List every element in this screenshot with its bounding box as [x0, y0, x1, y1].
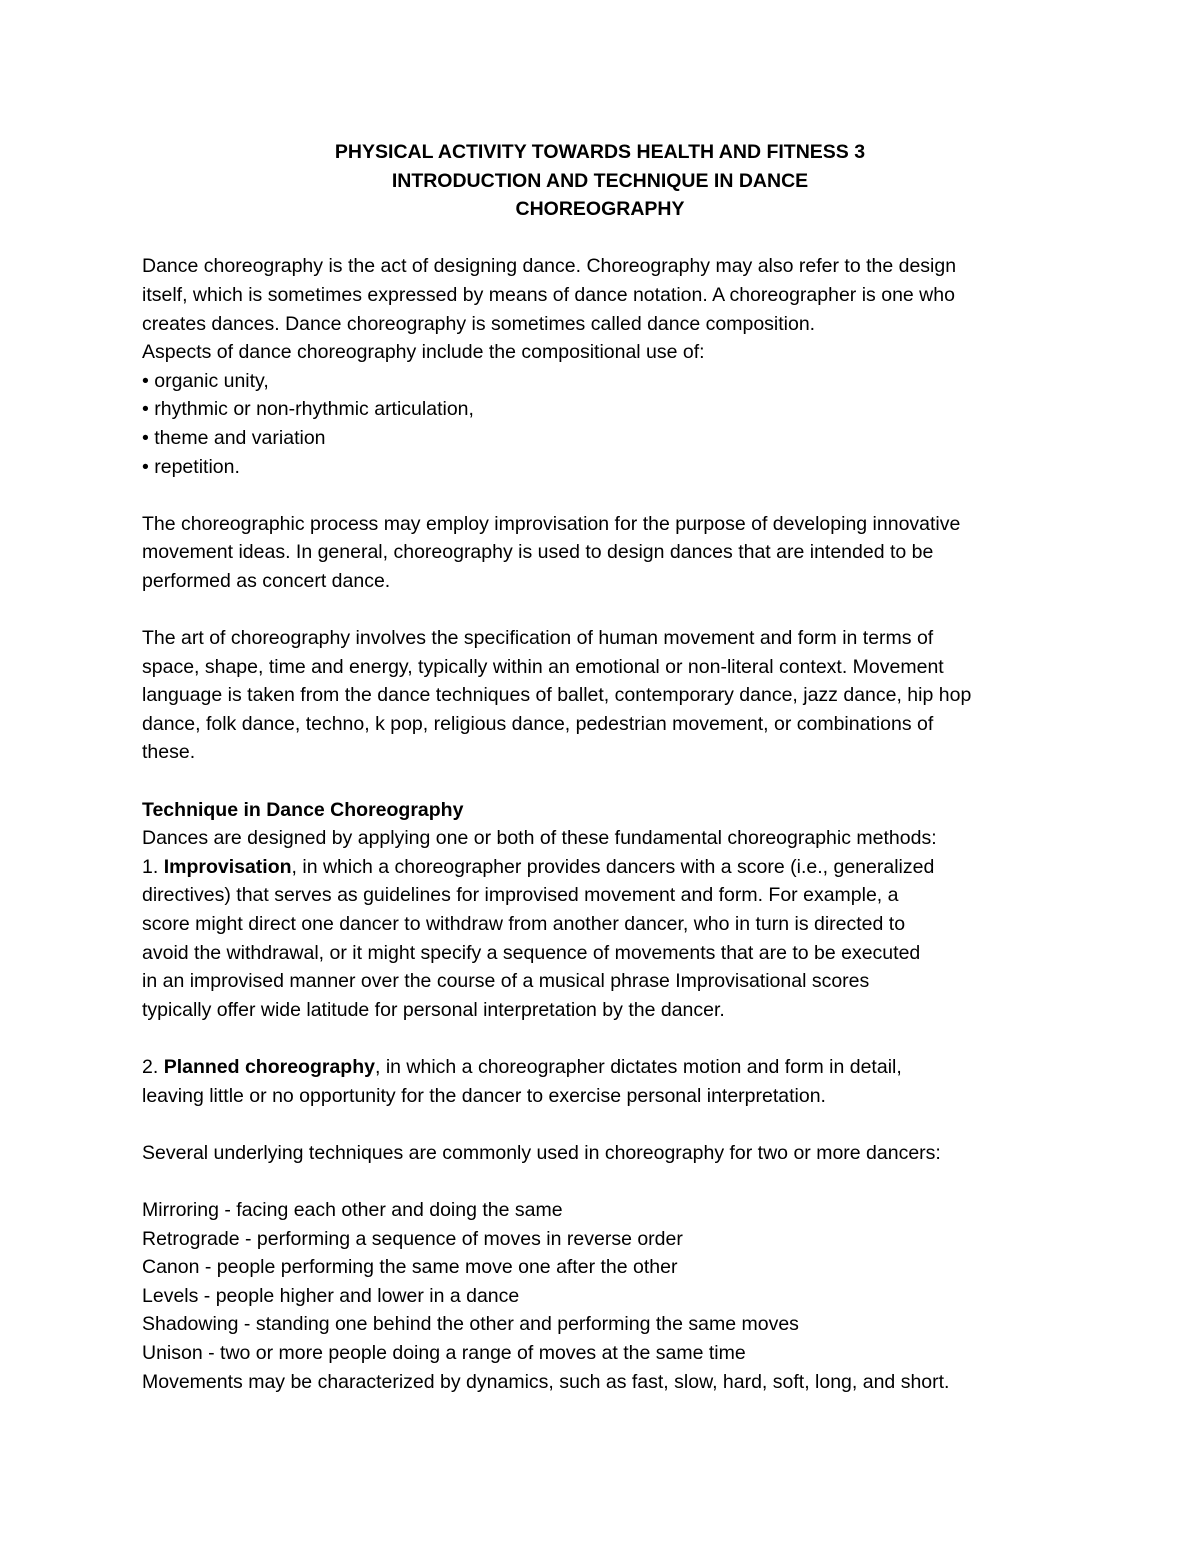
technique-item: Unison - two or more people doing a range of moves at the same time [142, 1341, 746, 1364]
technique-item: Movements may be characterized by dynamics, such as fast, slow, hard, soft, long, and short. [142, 1370, 950, 1393]
intro-line: creates dances. Dance choreography is sometimes called dance composition. [142, 312, 816, 335]
technique-item: Canon - people performing the same move one after the other [142, 1256, 678, 1279]
aspects-list [142, 367, 1072, 481]
aspect-item: • theme and variation [142, 426, 326, 449]
section-heading: Technique in Dance Choreography [142, 798, 464, 821]
method-2-number: 2. [142, 1056, 164, 1078]
method-2-line: leaving little or no opportunity for the dancer to exercise personal interpretation. [142, 1084, 826, 1107]
method-1-line: typically offer wide latitude for personal interpretation by the dancer. [142, 998, 725, 1021]
art-line: The art of choreography involves the specification of human movement and form in terms of [142, 627, 934, 650]
process-line: The choreographic process may employ improvisation for the purpose of developing innovative [142, 512, 961, 535]
techniques-list [142, 1196, 1072, 1396]
intro-line: Aspects of dance choreography include the compositional use of: [142, 341, 705, 364]
aspect-item: • organic unity, [142, 369, 269, 392]
technique-item: Mirroring - facing each other and doing the same [142, 1198, 563, 1221]
art-line: space, shape, time and energy, typically within an emotional or non-literal context. Movement [142, 655, 944, 678]
title-line-1: PHYSICAL ACTIVITY TOWARDS HEALTH AND FITNESS 3 [334, 141, 866, 163]
method-1-number: 1. [142, 855, 164, 878]
method-2-first-line [142, 1053, 1072, 1082]
art-line: dance, folk dance, techno, k pop, religious dance, pedestrian movement, or combinations of [142, 712, 934, 735]
intro-line: itself, which is sometimes expressed by means of dance notation. A choreographer is one who [142, 283, 955, 306]
document-titles [142, 138, 1058, 224]
art-line: these. [142, 741, 196, 764]
process-paragraph [142, 510, 1072, 596]
title-line-2: INTRODUCTION AND TECHNIQUE IN DANCE [391, 169, 809, 192]
method-1-line: directives) that serves as guidelines for improvised movement and form. For example, a [142, 884, 899, 907]
document-page [142, 138, 1072, 1396]
method-2-term: Planned choreography [163, 1056, 375, 1078]
underlying-intro-line: Several underlying techniques are commonly used in choreography for two or more dancers: [142, 1141, 941, 1164]
art-paragraph [142, 624, 1072, 767]
technique-lead: Dances are designed by applying one or both of these fundamental choreographic methods: [142, 827, 937, 850]
intro-paragraph [142, 252, 1072, 366]
aspect-item: • repetition. [142, 455, 240, 478]
intro-line: Dance choreography is the act of designing dance. Choreography may also refer to the design [142, 255, 957, 278]
underlying-intro [142, 1139, 1072, 1168]
method-1-first-line [142, 853, 1072, 882]
aspect-item: • rhythmic or non-rhythmic articulation, [142, 398, 474, 421]
method-1-term: Improvisation [163, 855, 292, 878]
method-1-line: score might direct one dancer to withdraw from another dancer, who in turn is directed to [142, 913, 906, 936]
technique-item: Retrograde - performing a sequence of moves in reverse order [142, 1227, 683, 1250]
process-line: performed as concert dance. [142, 569, 391, 592]
method-1-text: , in which a choreographer provides dancers with a score (i.e., generalized [291, 855, 935, 878]
technique-item: Shadowing - standing one behind the other and performing the same moves [142, 1313, 799, 1336]
art-line: language is taken from the dance techniques of ballet, contemporary dance, jazz dance, hip hop [142, 684, 972, 707]
process-line: movement ideas. In general, choreography is used to design dances that are intended to be [142, 541, 934, 564]
method-1-line: in an improvised manner over the course of a musical phrase Improvisational scores [142, 970, 870, 993]
title-line-3: CHOREOGRAPHY [515, 198, 685, 221]
technique-section [142, 796, 1072, 1025]
technique-item: Levels - people higher and lower in a dance [142, 1284, 520, 1307]
method-2-text: , in which a choreographer dictates motion and form in detail, [374, 1056, 902, 1078]
method-1-line: avoid the withdrawal, or it might specify a sequence of movements that are to be executed [142, 941, 921, 964]
method-2 [142, 1053, 1072, 1110]
